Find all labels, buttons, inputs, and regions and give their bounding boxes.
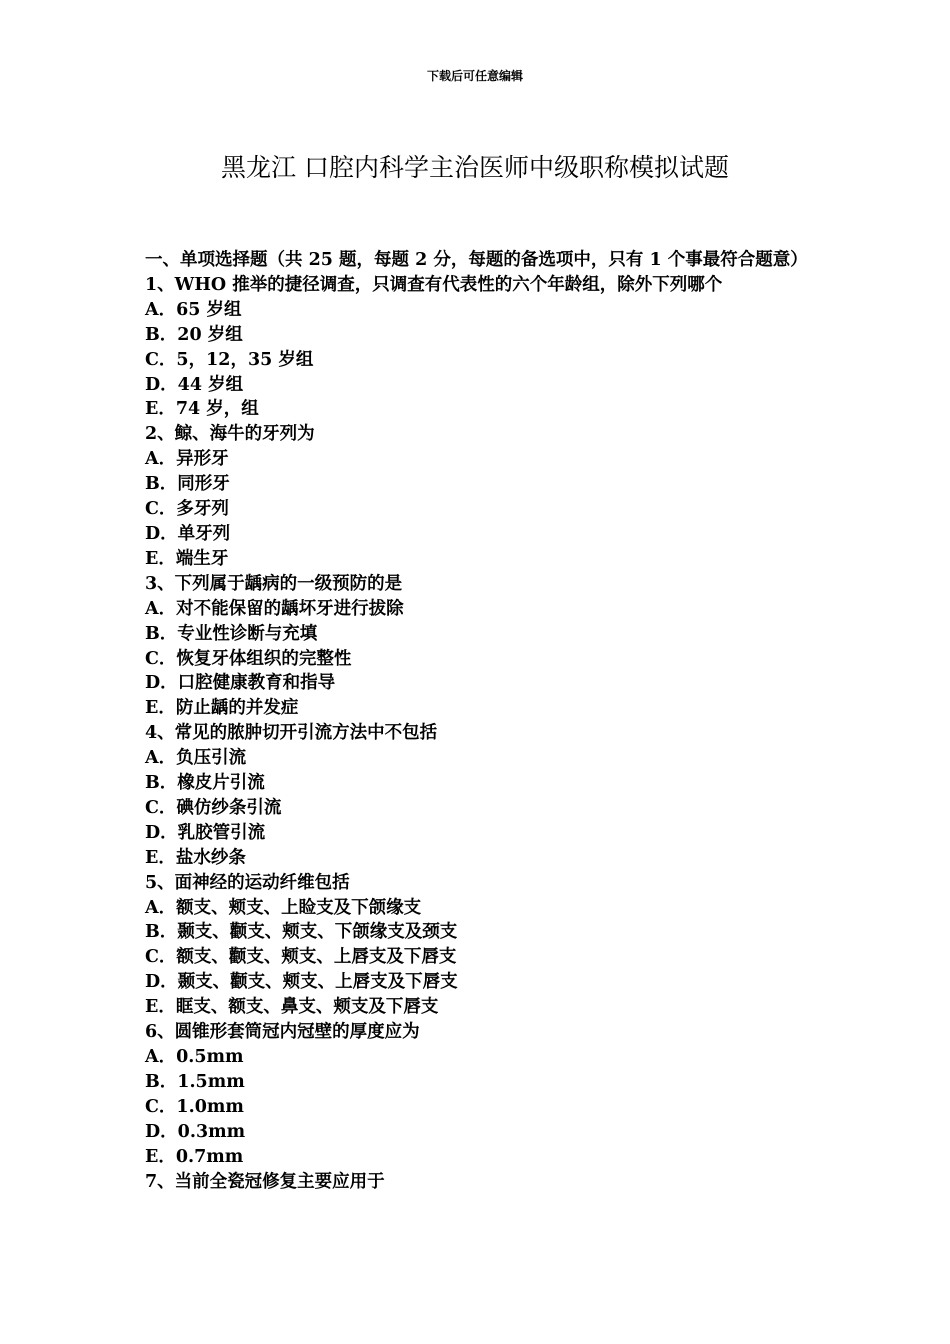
question-7 xyxy=(145,1170,815,1195)
question-1 xyxy=(145,273,815,422)
question-stem: 5、面神经的运动纤维包括 xyxy=(145,872,350,893)
option-d: D．颞支、颧支、颊支、上唇支及下唇支 xyxy=(145,972,458,993)
option-b: B．20 岁组 xyxy=(145,324,243,345)
option-a: A．对不能保留的龋坏牙进行拔除 xyxy=(145,598,404,619)
section-heading: 一、单项选择题（共 25 题，每题 2 分，每题的备选项中，只有 1 个事最符合题意） xyxy=(145,250,808,270)
option-b: B．颞支、颧支、颊支、下颌缘支及颈支 xyxy=(145,922,458,943)
option-d: D．口腔健康教育和指导 xyxy=(145,673,336,694)
option-d: D．单牙列 xyxy=(145,523,231,544)
question-stem: 1、WHO 推举的捷径调查，只调查有代表性的六个年龄组，除外下列哪个 xyxy=(145,274,723,295)
question-stem: 7、当前全瓷冠修复主要应用于 xyxy=(145,1171,385,1192)
option-b: B．1.5mm xyxy=(145,1071,245,1092)
option-b: B．专业性诊断与充填 xyxy=(145,623,318,644)
option-c: C．恢复牙体组织的完整性 xyxy=(145,648,352,669)
option-e: E．眶支、额支、鼻支、颊支及下唇支 xyxy=(145,997,439,1018)
option-e: E．0.7mm xyxy=(145,1146,244,1167)
option-a: A．65 岁组 xyxy=(145,299,242,320)
document-title: 黑龙江 口腔内科学主治医师中级职称模拟试题 xyxy=(221,153,729,182)
option-c: C．碘仿纱条引流 xyxy=(145,797,282,818)
option-a: A．负压引流 xyxy=(145,748,247,769)
option-e: E．防止龋的并发症 xyxy=(145,698,299,719)
document-body xyxy=(145,248,815,1194)
option-d: D．44 岁组 xyxy=(145,374,244,395)
option-e: E．盐水纱条 xyxy=(145,847,246,868)
option-a: A．额支、颊支、上睑支及下颌缘支 xyxy=(145,897,422,918)
question-3 xyxy=(145,572,815,721)
option-e: E．端生牙 xyxy=(145,548,229,569)
option-a: A．异形牙 xyxy=(145,449,229,470)
question-6 xyxy=(145,1020,815,1169)
question-4 xyxy=(145,721,815,870)
option-c: C．1.0mm xyxy=(145,1096,244,1117)
question-stem: 4、常见的脓肿切开引流方法中不包括 xyxy=(145,723,438,744)
option-c: C．额支、颧支、颊支、上唇支及下唇支 xyxy=(145,947,457,968)
question-stem: 2、鲸、海牛的牙列为 xyxy=(145,424,315,445)
question-stem: 3、下列属于龋病的一级预防的是 xyxy=(145,573,403,594)
option-e: E．74 岁，组 xyxy=(145,399,259,420)
option-b: B．橡皮片引流 xyxy=(145,773,265,794)
option-b: B．同形牙 xyxy=(145,474,230,495)
option-d: D．0.3mm xyxy=(145,1121,246,1142)
question-stem: 6、圆锥形套筒冠内冠壁的厚度应为 xyxy=(145,1022,420,1043)
header-note: 下载后可任意编辑 xyxy=(426,69,523,83)
option-c: C．多牙列 xyxy=(145,499,229,520)
option-a: A．0.5mm xyxy=(145,1047,244,1067)
option-d: D．乳胶管引流 xyxy=(145,822,266,843)
question-2 xyxy=(145,422,815,571)
question-5 xyxy=(145,871,815,1020)
option-c: C．5，12，35 岁组 xyxy=(145,349,314,370)
